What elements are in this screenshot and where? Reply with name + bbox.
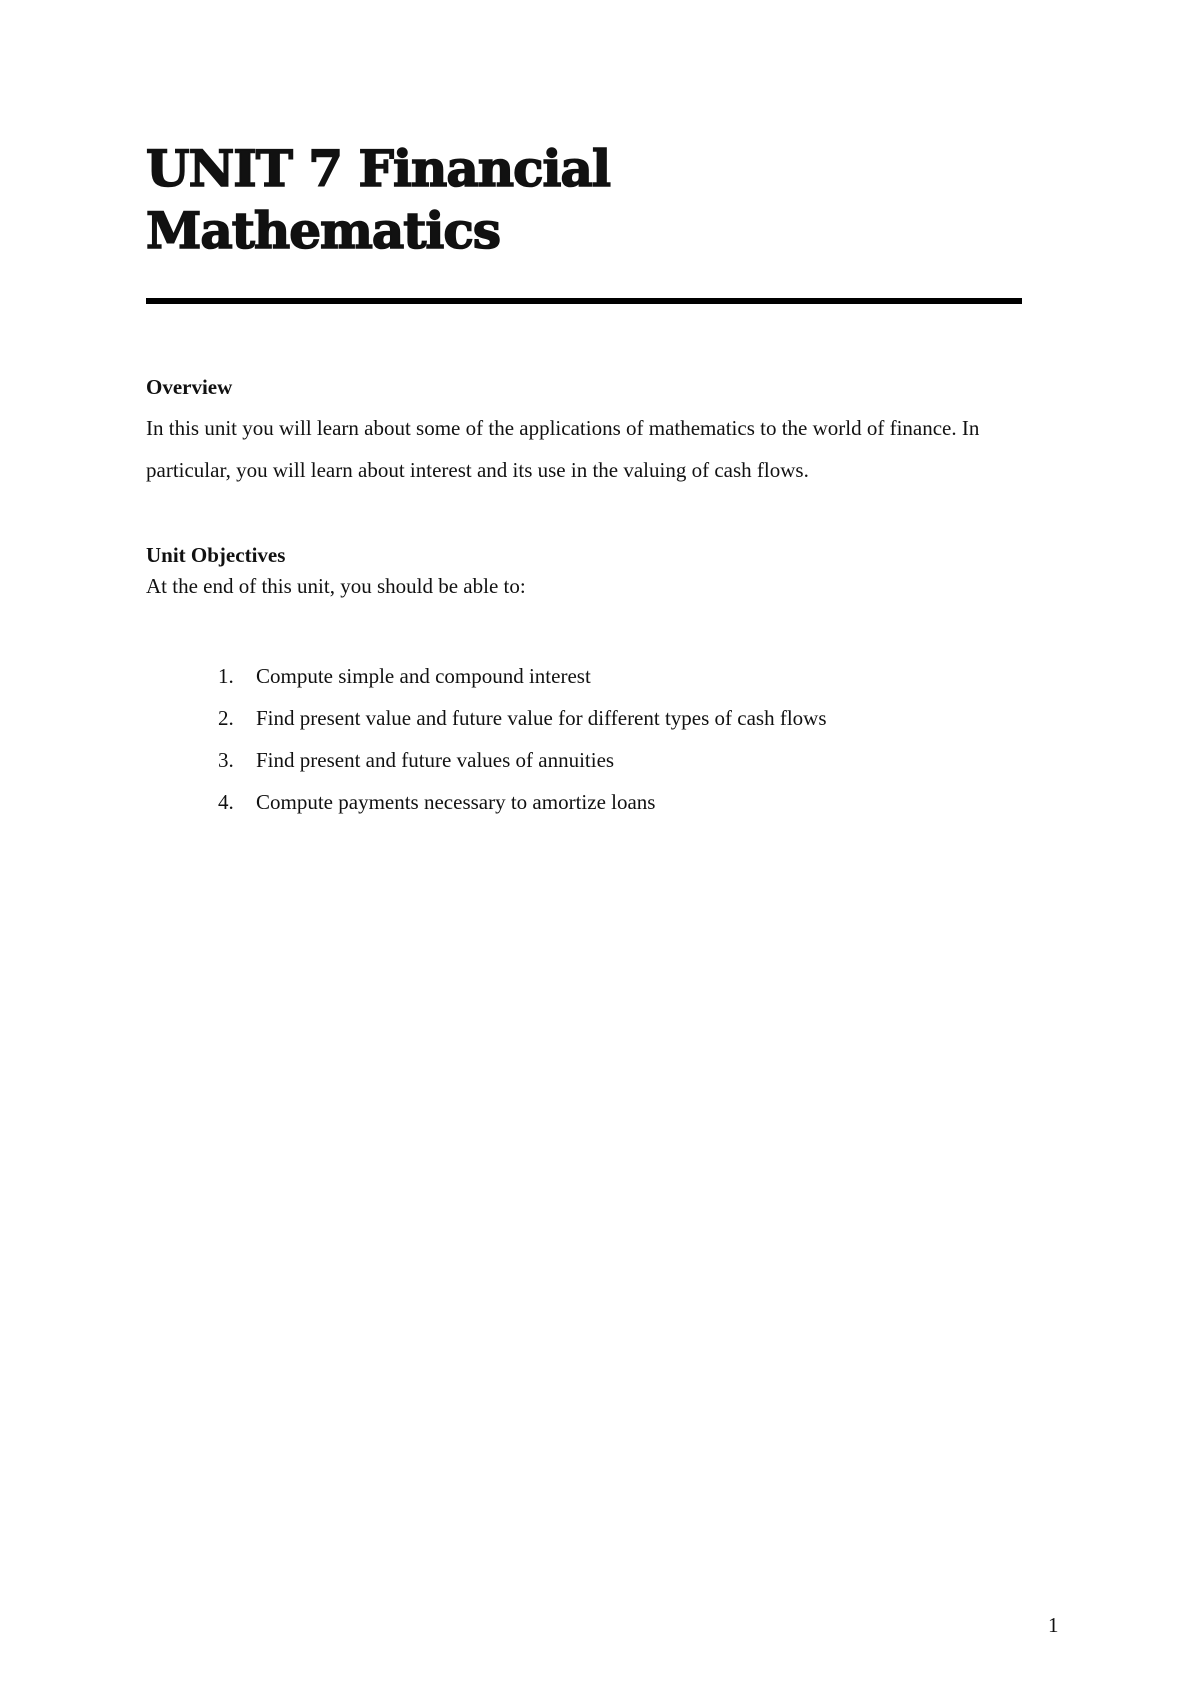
page-number: 1 xyxy=(1048,1613,1059,1637)
overview-paragraph: In this unit you will learn about some of the applications of mathematics to the world of finance. In particular, you will learn about interest and its use in the valuing of cash flows. xyxy=(146,416,980,482)
title-divider xyxy=(146,298,1022,304)
objective-text: Find present and future values of annuities xyxy=(256,748,615,772)
objective-number: 4. xyxy=(218,790,234,814)
overview-heading: Overview xyxy=(146,375,233,399)
objective-number: 3. xyxy=(218,748,234,772)
objective-item xyxy=(146,663,1036,705)
objective-item xyxy=(146,789,1036,831)
objectives-list xyxy=(146,663,1036,831)
objective-text: Find present value and future value for different types of cash flows xyxy=(256,706,827,730)
objective-item xyxy=(146,705,1036,747)
objectives-intro: At the end of this unit, you should be able to: xyxy=(146,574,526,598)
unit-title xyxy=(146,138,966,262)
objective-number: 2. xyxy=(218,706,234,730)
objective-number: 1. xyxy=(218,664,234,688)
unit-title-line-2: Mathematics xyxy=(146,201,500,260)
objective-text: Compute payments necessary to amortize loans xyxy=(256,790,656,814)
objective-text: Compute simple and compound interest xyxy=(256,664,591,688)
objectives-heading: Unit Objectives xyxy=(146,543,286,567)
unit-title-line-1: UNIT 7 Financial xyxy=(146,139,610,198)
objective-item xyxy=(146,747,1036,789)
